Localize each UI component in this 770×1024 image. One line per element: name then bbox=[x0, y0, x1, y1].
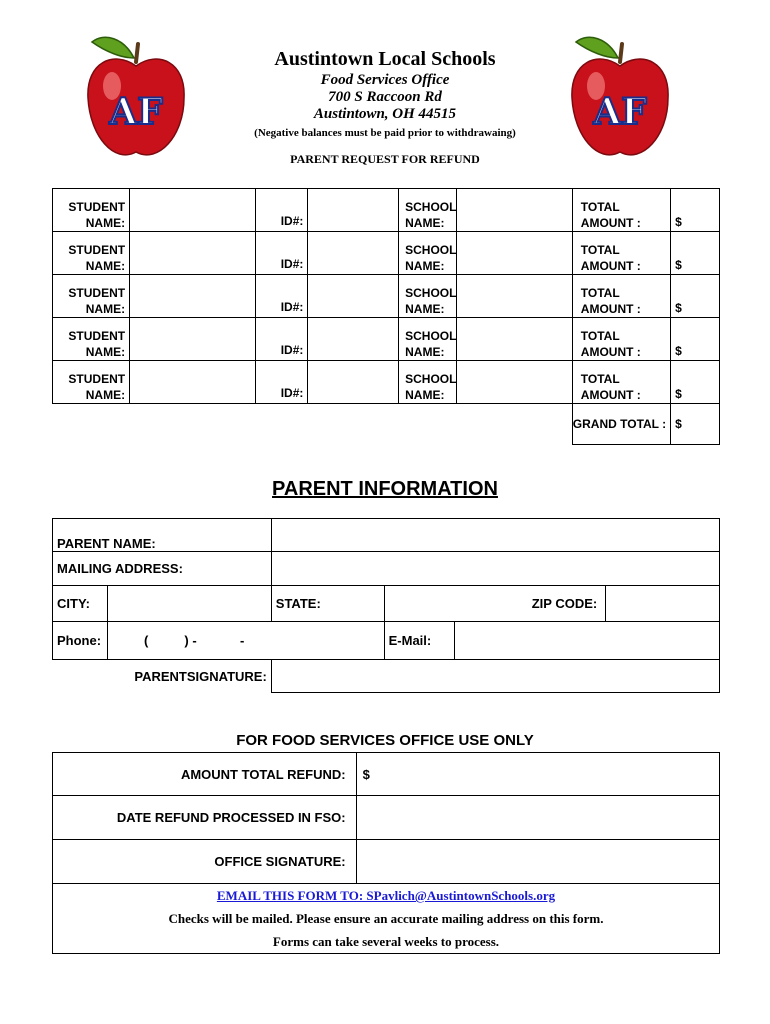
total-label-line1: TOTAL bbox=[580, 286, 620, 300]
grand-total-label: GRAND TOTAL : bbox=[572, 417, 667, 431]
school-label-line1: SCHOOL bbox=[405, 286, 457, 300]
amount-refund-label: AMOUNT TOTAL REFUND: bbox=[180, 766, 346, 782]
processing-time-note: Forms can take several weeks to process. bbox=[272, 934, 500, 949]
student-label-line2: NAME: bbox=[85, 216, 126, 230]
student-id-field[interactable] bbox=[308, 232, 399, 275]
office-name: Food Services Office bbox=[320, 72, 450, 88]
dollar-sign: $ bbox=[675, 215, 682, 229]
id-label-cell bbox=[255, 275, 308, 318]
total-amount-label-cell bbox=[572, 275, 670, 318]
id-label: ID#: bbox=[280, 343, 304, 357]
city-label: CITY: bbox=[57, 596, 90, 611]
student-label-line2: NAME: bbox=[85, 388, 126, 402]
state-label-cell bbox=[271, 586, 384, 622]
student-name-label-cell bbox=[53, 318, 130, 361]
total-label-line1: TOTAL bbox=[580, 200, 620, 214]
logo-letters: AF bbox=[109, 91, 163, 133]
student-refund-table bbox=[52, 188, 720, 445]
school-name-label-cell bbox=[399, 318, 457, 361]
amount-refund-field[interactable] bbox=[356, 753, 719, 796]
student-row bbox=[53, 189, 720, 232]
mailing-address-label: MAILING ADDRESS: bbox=[57, 561, 183, 576]
city-label-cell bbox=[53, 586, 108, 622]
phone-field[interactable] bbox=[107, 622, 384, 660]
student-label-line1: STUDENT bbox=[68, 329, 126, 343]
dollar-sign: $ bbox=[675, 258, 682, 272]
school-name-field[interactable] bbox=[457, 361, 572, 404]
school-name-field[interactable] bbox=[457, 318, 572, 361]
school-name-field[interactable] bbox=[457, 189, 572, 232]
student-row bbox=[53, 361, 720, 404]
refund-request-title: PARENT REQUEST FOR REFUND bbox=[290, 152, 480, 166]
student-id-field[interactable] bbox=[308, 361, 399, 404]
student-row bbox=[53, 318, 720, 361]
apple-logo-right bbox=[568, 28, 672, 168]
school-name-label-cell bbox=[399, 275, 457, 318]
school-name-label-cell bbox=[399, 361, 457, 404]
mailing-address-label-cell bbox=[53, 552, 272, 586]
office-use-table bbox=[52, 752, 720, 954]
dollar-sign: $ bbox=[675, 417, 682, 431]
student-name-field[interactable] bbox=[130, 361, 256, 404]
total-label-line2: AMOUNT : bbox=[580, 345, 641, 359]
total-label-line2: AMOUNT : bbox=[580, 388, 641, 402]
total-amount-label-cell bbox=[572, 361, 670, 404]
office-signature-field[interactable] bbox=[356, 840, 719, 884]
phone-label-cell bbox=[53, 622, 108, 660]
student-label-line1: STUDENT bbox=[68, 372, 126, 386]
student-name-field[interactable] bbox=[130, 318, 256, 361]
school-label-line1: SCHOOL bbox=[405, 243, 457, 257]
student-id-field[interactable] bbox=[308, 318, 399, 361]
dollar-sign: $ bbox=[362, 766, 370, 782]
grand-total-row bbox=[53, 404, 720, 445]
email-form-link[interactable]: EMAIL THIS FORM TO: SPavlich@AustintownSchools.org bbox=[216, 888, 556, 903]
total-amount-field[interactable] bbox=[671, 232, 720, 275]
total-amount-label-cell bbox=[572, 232, 670, 275]
parent-information-title: PARENT INFORMATION bbox=[272, 478, 498, 500]
student-name-label-cell bbox=[53, 361, 130, 404]
parent-name-label: PARENT NAME: bbox=[57, 536, 156, 551]
total-label-line2: AMOUNT : bbox=[580, 259, 641, 273]
school-label-line1: SCHOOL bbox=[405, 200, 457, 214]
dollar-sign: $ bbox=[675, 387, 682, 401]
date-processed-label-cell bbox=[53, 796, 357, 840]
state-field[interactable] bbox=[384, 586, 606, 622]
student-row bbox=[53, 275, 720, 318]
school-name-label-cell bbox=[399, 232, 457, 275]
student-name-field[interactable] bbox=[130, 189, 256, 232]
email-label-cell bbox=[384, 622, 454, 660]
phone-format: ( ) - - bbox=[143, 633, 245, 648]
student-name-field[interactable] bbox=[130, 232, 256, 275]
student-label-line2: NAME: bbox=[85, 302, 126, 316]
parent-signature-field[interactable] bbox=[271, 660, 719, 693]
id-label: ID#: bbox=[280, 257, 304, 271]
id-label: ID#: bbox=[280, 386, 304, 400]
grand-total-field[interactable] bbox=[671, 404, 720, 445]
email-field[interactable] bbox=[454, 622, 719, 660]
date-processed-label: DATE REFUND PROCESSED IN FSO: bbox=[116, 810, 346, 825]
student-label-line1: STUDENT bbox=[68, 243, 126, 257]
id-label-cell bbox=[255, 318, 308, 361]
student-id-field[interactable] bbox=[308, 189, 399, 232]
dollar-sign: $ bbox=[675, 344, 682, 358]
student-name-label-cell bbox=[53, 232, 130, 275]
id-label: ID#: bbox=[280, 214, 304, 228]
student-name-field[interactable] bbox=[130, 275, 256, 318]
school-name-field[interactable] bbox=[457, 232, 572, 275]
phone-label: Phone: bbox=[57, 633, 102, 648]
office-signature-label-cell bbox=[53, 840, 357, 884]
student-label-line1: STUDENT bbox=[68, 200, 126, 214]
checks-mailed-note: Checks will be mailed. Please ensure an accurate mailing address on this form. bbox=[168, 911, 604, 926]
total-label-line2: AMOUNT : bbox=[580, 216, 641, 230]
state-label: STATE: bbox=[275, 596, 321, 611]
office-footer bbox=[53, 884, 720, 954]
school-label-line2: NAME: bbox=[405, 216, 445, 230]
total-amount-label-cell bbox=[572, 189, 670, 232]
school-label-line2: NAME: bbox=[405, 345, 445, 359]
total-amount-label-cell bbox=[572, 318, 670, 361]
id-label-cell bbox=[255, 189, 308, 232]
parent-name-field[interactable] bbox=[271, 519, 719, 552]
total-amount-field[interactable] bbox=[671, 189, 720, 232]
school-district-title: Austintown Local Schools bbox=[274, 48, 496, 70]
total-label-line2: AMOUNT : bbox=[580, 302, 641, 316]
dollar-sign: $ bbox=[675, 301, 682, 315]
amount-refund-label-cell bbox=[53, 753, 357, 796]
total-label-line1: TOTAL bbox=[580, 243, 620, 257]
total-amount-field[interactable] bbox=[671, 275, 720, 318]
total-amount-field[interactable] bbox=[671, 361, 720, 404]
apple-logo-left bbox=[84, 28, 188, 168]
student-label-line2: NAME: bbox=[85, 259, 126, 273]
student-row bbox=[53, 232, 720, 275]
school-label-line1: SCHOOL bbox=[405, 329, 457, 343]
student-label-line1: STUDENT bbox=[68, 286, 126, 300]
total-amount-field[interactable] bbox=[671, 318, 720, 361]
parent-information-table bbox=[52, 518, 720, 693]
student-name-label-cell bbox=[53, 189, 130, 232]
total-label-line1: TOTAL bbox=[580, 372, 620, 386]
zip-code-label: ZIP CODE: bbox=[531, 596, 598, 611]
office-use-title: FOR FOOD SERVICES OFFICE USE ONLY bbox=[236, 732, 534, 749]
parent-signature-label: PARENTSIGNATURE: bbox=[134, 668, 267, 684]
letterhead bbox=[200, 46, 570, 141]
office-signature-label: OFFICE SIGNATURE: bbox=[214, 854, 346, 869]
school-label-line2: NAME: bbox=[405, 302, 445, 316]
zip-code-field[interactable] bbox=[606, 586, 720, 622]
school-name-label-cell bbox=[399, 189, 457, 232]
grand-total-label-cell bbox=[572, 404, 670, 445]
student-name-label-cell bbox=[53, 275, 130, 318]
school-label-line2: NAME: bbox=[405, 259, 445, 273]
negative-balance-note: (Negative balances must be paid prior to withdrawaing) bbox=[254, 127, 516, 139]
city-state-zip: Austintown, OH 44515 bbox=[313, 106, 457, 122]
id-label-cell bbox=[255, 361, 308, 404]
mailing-address-field[interactable] bbox=[271, 552, 719, 586]
street-address: 700 S Raccoon Rd bbox=[328, 89, 442, 105]
date-processed-field[interactable] bbox=[356, 796, 719, 840]
city-field[interactable] bbox=[107, 586, 271, 622]
logo-letters: AF bbox=[593, 91, 647, 133]
school-name-field[interactable] bbox=[457, 275, 572, 318]
email-label: E-Mail: bbox=[388, 633, 432, 648]
id-label-cell bbox=[255, 232, 308, 275]
parent-name-label-cell bbox=[53, 519, 272, 552]
id-label: ID#: bbox=[280, 300, 304, 314]
total-label-line1: TOTAL bbox=[580, 329, 620, 343]
school-label-line2: NAME: bbox=[405, 388, 445, 402]
student-label-line2: NAME: bbox=[85, 345, 126, 359]
school-label-line1: SCHOOL bbox=[405, 372, 457, 386]
student-id-field[interactable] bbox=[308, 275, 399, 318]
signature-label-cell bbox=[53, 660, 272, 693]
